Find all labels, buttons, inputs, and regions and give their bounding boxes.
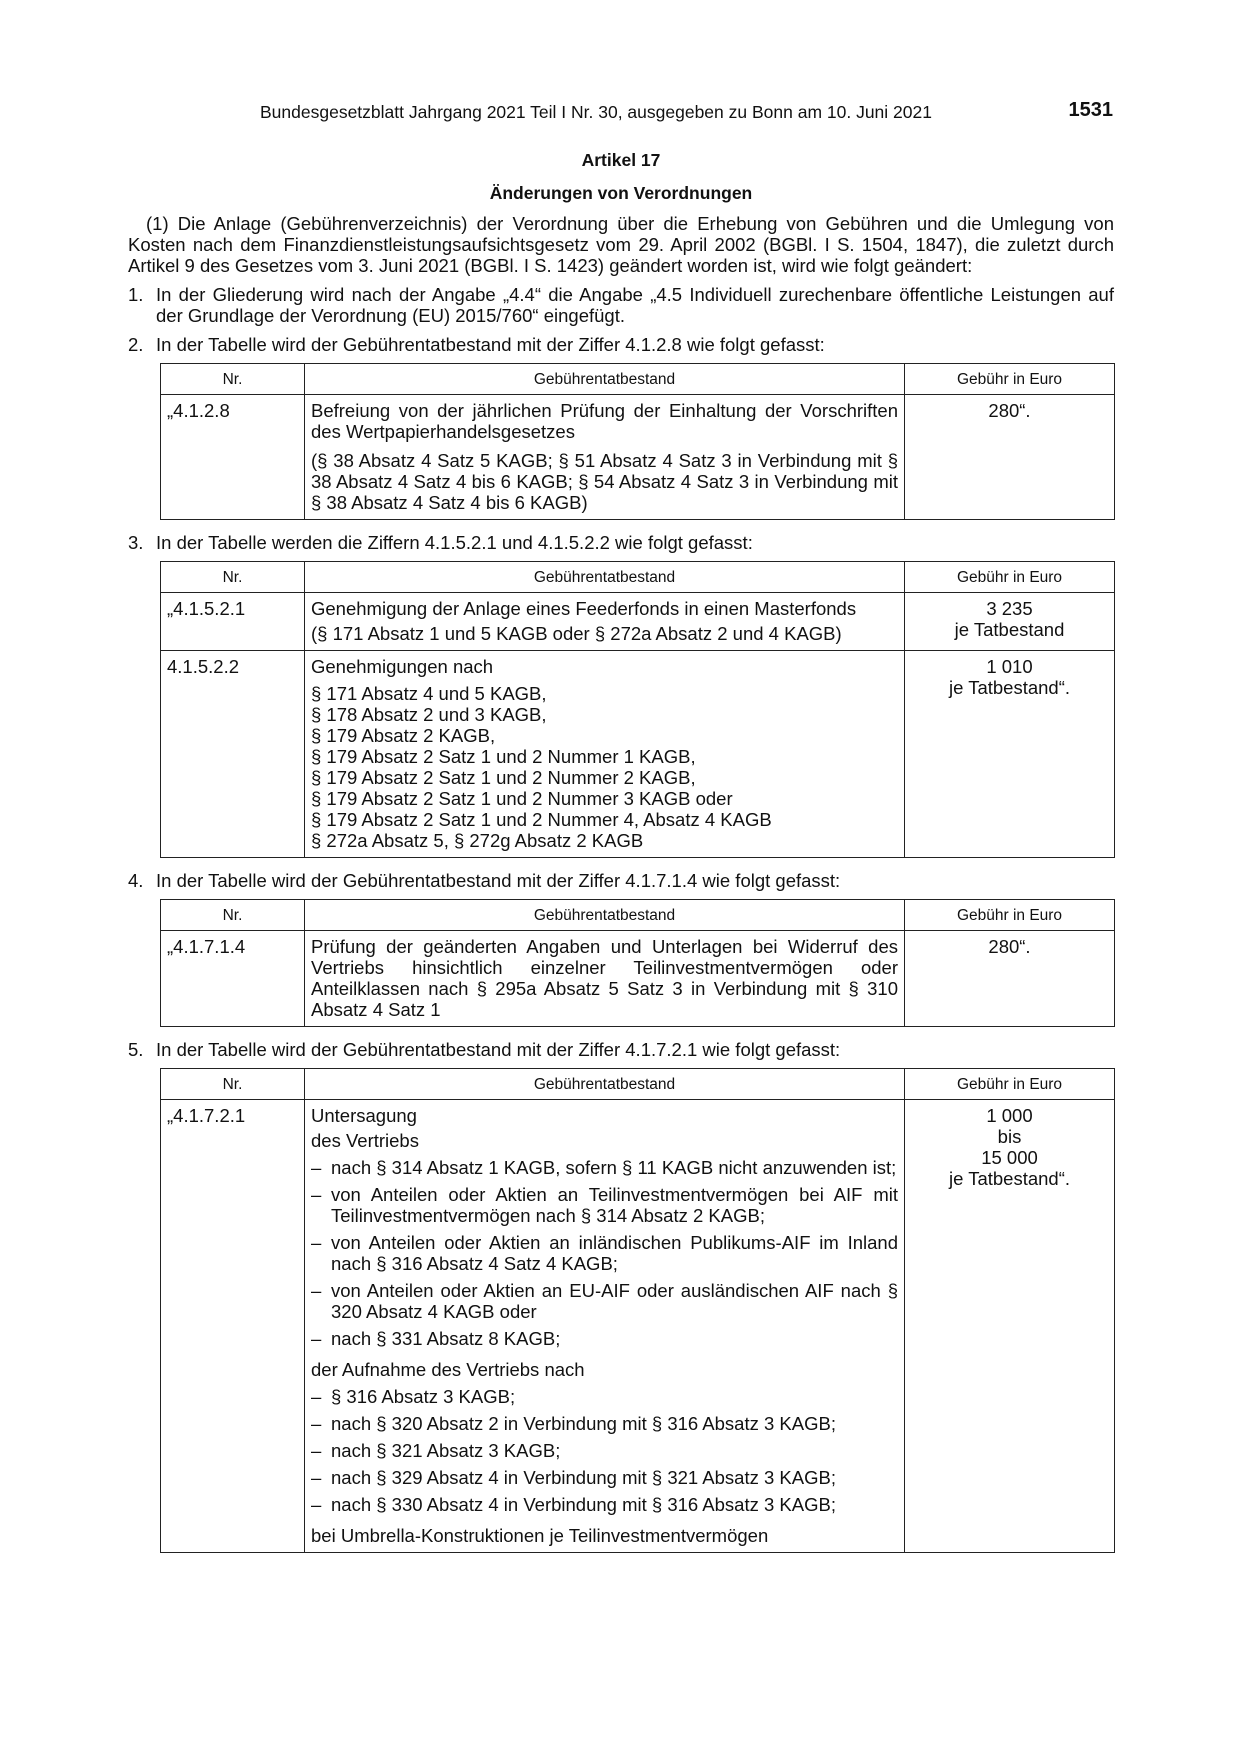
- row-desc: [305, 395, 905, 520]
- article-subtitle: Änderungen von Verordnungen: [489, 183, 753, 203]
- item-number: 1.: [128, 284, 144, 305]
- dash-marker: –: [311, 1157, 322, 1178]
- desc-ref: (§ 171 Absatz 1 und 5 KAGB oder § 272a Absatz 2 und 4 KAGB): [311, 623, 842, 644]
- row-nr: „4.1.2.8: [161, 395, 305, 520]
- list-item-2: [128, 334, 1114, 355]
- dash-text: § 316 Absatz 3 KAGB;: [331, 1386, 516, 1407]
- page-content: [128, 150, 1114, 1565]
- list-item-3: [128, 532, 1114, 553]
- table-header-row: [161, 900, 1115, 931]
- table-row: [161, 395, 1115, 520]
- desc-line: § 179 Absatz 2 Satz 1 und 2 Nummer 4, Absatz 4 KAGB: [311, 809, 772, 830]
- desc-line: § 179 Absatz 2 Satz 1 und 2 Nummer 3 KAGB oder: [311, 788, 733, 809]
- list-item-1: [128, 284, 1114, 326]
- item-text: In der Tabelle wird der Gebührentatbestand mit der Ziffer 4.1.7.2.1 wie folgt gefasst:: [156, 1039, 841, 1060]
- desc-line: § 272a Absatz 5, § 272g Absatz 2 KAGB: [311, 830, 644, 851]
- dash-marker: –: [311, 1328, 322, 1349]
- table-row: [161, 931, 1115, 1027]
- table-row: [161, 651, 1115, 858]
- desc-line: § 171 Absatz 4 und 5 KAGB,: [311, 683, 547, 704]
- dash-marker: –: [311, 1184, 322, 1205]
- page-number: 1531: [1068, 99, 1113, 121]
- item-text: In der Tabelle wird der Gebührentatbestand mit der Ziffer 4.1.7.1.4 wie folgt gefasst:: [156, 870, 841, 891]
- row-desc: [305, 651, 905, 858]
- row-fee: 280“.: [905, 931, 1115, 1027]
- dash-text: nach § 331 Absatz 8 KAGB;: [331, 1328, 561, 1349]
- row-nr: „4.1.5.2.1: [161, 593, 305, 651]
- dash-text: von Anteilen oder Aktien an EU-AIF oder ausländischen AIF nach § 320 Absatz 4 KAGB oder: [331, 1280, 898, 1322]
- header-nr: Nr.: [161, 900, 305, 931]
- header-desc: Gebührentatbestand: [305, 1069, 905, 1100]
- fee-unit: je Tatbestand“.: [948, 677, 1071, 698]
- header-nr: Nr.: [161, 562, 305, 593]
- dash-list-item: [311, 1494, 898, 1515]
- row-fee: [905, 1100, 1115, 1553]
- dash-list-item: [311, 1440, 898, 1461]
- dash-marker: –: [311, 1467, 322, 1488]
- dash-list-item: [311, 1157, 898, 1178]
- desc-line: § 179 Absatz 2 KAGB,: [311, 725, 496, 746]
- header-desc: Gebührentatbestand: [305, 900, 905, 931]
- row-desc: [305, 1100, 905, 1553]
- row-nr: 4.1.5.2.2: [161, 651, 305, 858]
- dash-text: von Anteilen oder Aktien an Teilinvestmentvermögen bei AIF mit Teilinvestmentvermögen nach § 314 Absatz 2 KAGB;: [331, 1184, 898, 1226]
- dash-text: nach § 320 Absatz 2 in Verbindung mit § 316 Absatz 3 KAGB;: [331, 1413, 836, 1434]
- dash-marker: –: [311, 1413, 322, 1434]
- dash-list-item: [311, 1280, 898, 1322]
- item-text: In der Tabelle wird der Gebührentatbestand mit der Ziffer 4.1.2.8 wie folgt gefasst:: [156, 334, 825, 355]
- dash-text: nach § 329 Absatz 4 in Verbindung mit § 321 Absatz 3 KAGB;: [331, 1467, 836, 1488]
- fee-table-4-1-7-2-1: [160, 1068, 1115, 1553]
- row-nr: „4.1.7.1.4: [161, 931, 305, 1027]
- desc-line: § 179 Absatz 2 Satz 1 und 2 Nummer 1 KAGB,: [311, 746, 696, 767]
- table-header-row: [161, 364, 1115, 395]
- table-row: [161, 593, 1115, 651]
- fee-min: 1 000: [986, 1105, 1033, 1126]
- header-desc: Gebührentatbestand: [305, 562, 905, 593]
- article-title: Artikel 17: [581, 150, 661, 170]
- header-fee: Gebühr in Euro: [905, 364, 1115, 395]
- intro-paragraph: (1) Die Anlage (Gebührenverzeichnis) der Verordnung über die Erhebung von Gebühren und die Umlegung von Kosten nach dem Finanzdienstleistungsaufsichtsgesetz vom 29. April 2002 (BGBl. I S. 1504, 1847), die zuletzt durch Artikel 9 des Gesetzes vom 3. Juni 2021 (BGBl. I S. 1423) geändert worden ist, wird wie folgt geändert:: [128, 213, 1114, 276]
- desc-main: Genehmigungen nach: [311, 656, 494, 677]
- item-number: 5.: [128, 1039, 144, 1060]
- fee-unit: je Tatbestand“.: [948, 1168, 1071, 1189]
- item-number: 3.: [128, 532, 144, 553]
- fee-unit: je Tatbestand: [954, 619, 1065, 640]
- dash-list-item: [311, 1328, 898, 1349]
- fee-range-word: bis: [997, 1126, 1022, 1147]
- dash-marker: –: [311, 1440, 322, 1461]
- dash-list-item: [311, 1184, 898, 1226]
- row-fee: [905, 593, 1115, 651]
- desc-subheading: der Aufnahme des Vertriebs nach: [311, 1359, 585, 1380]
- header-desc: Gebührentatbestand: [305, 364, 905, 395]
- desc-heading: Untersagung: [311, 1105, 417, 1126]
- desc-ref: (§ 38 Absatz 4 Satz 5 KAGB; § 51 Absatz 4 Satz 3 in Verbindung mit § 38 Absatz 4 Satz 4 bis 6 KAGB; § 54 Absatz 4 Satz 3 in Verbindung mit § 38 Absatz 4 Satz 4 bis 6 KAGB): [311, 450, 898, 513]
- row-fee: [905, 651, 1115, 858]
- dash-text: nach § 330 Absatz 4 in Verbindung mit § 316 Absatz 3 KAGB;: [331, 1494, 836, 1515]
- header-fee: Gebühr in Euro: [905, 1069, 1115, 1100]
- header-fee: Gebühr in Euro: [905, 562, 1115, 593]
- dash-marker: –: [311, 1280, 322, 1301]
- desc-footer: bei Umbrella-Konstruktionen je Teilinvestmentvermögen: [311, 1525, 769, 1546]
- fee-table-4-1-2-8: [160, 363, 1115, 520]
- desc-main: Befreiung von der jährlichen Prüfung der Einhaltung der Vorschriften des Wertpapierhandelsgesetzes: [311, 400, 898, 442]
- table-header-row: [161, 1069, 1115, 1100]
- row-fee: 280“.: [905, 395, 1115, 520]
- desc-main: Genehmigung der Anlage eines Feederfonds in einen Masterfonds: [311, 598, 857, 619]
- dash-text: von Anteilen oder Aktien an inländischen Publikums-AIF im Inland nach § 316 Absatz 4 Satz 4 KAGB;: [331, 1232, 898, 1274]
- dash-marker: –: [311, 1494, 322, 1515]
- header-text: Bundesgesetzblatt Jahrgang 2021 Teil I Nr. 30, ausgegeben zu Bonn am 10. Juni 2021: [260, 102, 932, 122]
- list-item-4: [128, 870, 1114, 891]
- fee-table-4-1-5-2: [160, 561, 1115, 858]
- row-nr: „4.1.7.2.1: [161, 1100, 305, 1553]
- header-fee: Gebühr in Euro: [905, 900, 1115, 931]
- list-item-5: [128, 1039, 1114, 1060]
- desc-subheading: des Vertriebs: [311, 1130, 419, 1151]
- desc-line: § 179 Absatz 2 Satz 1 und 2 Nummer 2 KAGB,: [311, 767, 696, 788]
- dash-marker: –: [311, 1232, 322, 1253]
- dash-marker: –: [311, 1386, 322, 1407]
- fee-table-4-1-7-1-4: [160, 899, 1115, 1027]
- desc-lines: [311, 683, 898, 851]
- item-number: 4.: [128, 870, 144, 891]
- fee-amount: 3 235: [986, 598, 1033, 619]
- row-desc: [305, 593, 905, 651]
- fee-max: 15 000: [981, 1147, 1038, 1168]
- dash-text: nach § 314 Absatz 1 KAGB, sofern § 11 KAGB nicht anzuwenden ist;: [331, 1157, 897, 1178]
- table-header-row: [161, 562, 1115, 593]
- item-number: 2.: [128, 334, 144, 355]
- dash-text: nach § 321 Absatz 3 KAGB;: [331, 1440, 561, 1461]
- dash-list-item: [311, 1467, 898, 1488]
- item-text: In der Gliederung wird nach der Angabe „4.4“ die Angabe „4.5 Individuell zurechenbare öffentliche Leistungen auf der Grundlage der Verordnung (EU) 2015/760“ eingefügt.: [156, 284, 1114, 326]
- dash-list-item: [311, 1232, 898, 1274]
- desc-line: § 178 Absatz 2 und 3 KAGB,: [311, 704, 547, 725]
- table-row: [161, 1100, 1115, 1553]
- row-desc: Prüfung der geänderten Angaben und Unterlagen bei Widerruf des Vertriebs hinsichtlich einzelner Teilinvestmentvermögen oder Anteilklassen nach § 295a Absatz 5 Satz 3 in Verbindung mit § 310 Absatz 4 Satz 1: [305, 931, 905, 1027]
- dash-list-item: [311, 1386, 898, 1407]
- dash-list-item: [311, 1413, 898, 1434]
- header-nr: Nr.: [161, 1069, 305, 1100]
- page-header: [158, 100, 1113, 126]
- header-nr: Nr.: [161, 364, 305, 395]
- fee-amount: 1 010: [986, 656, 1033, 677]
- item-text: In der Tabelle werden die Ziffern 4.1.5.2.1 und 4.1.5.2.2 wie folgt gefasst:: [156, 532, 753, 553]
